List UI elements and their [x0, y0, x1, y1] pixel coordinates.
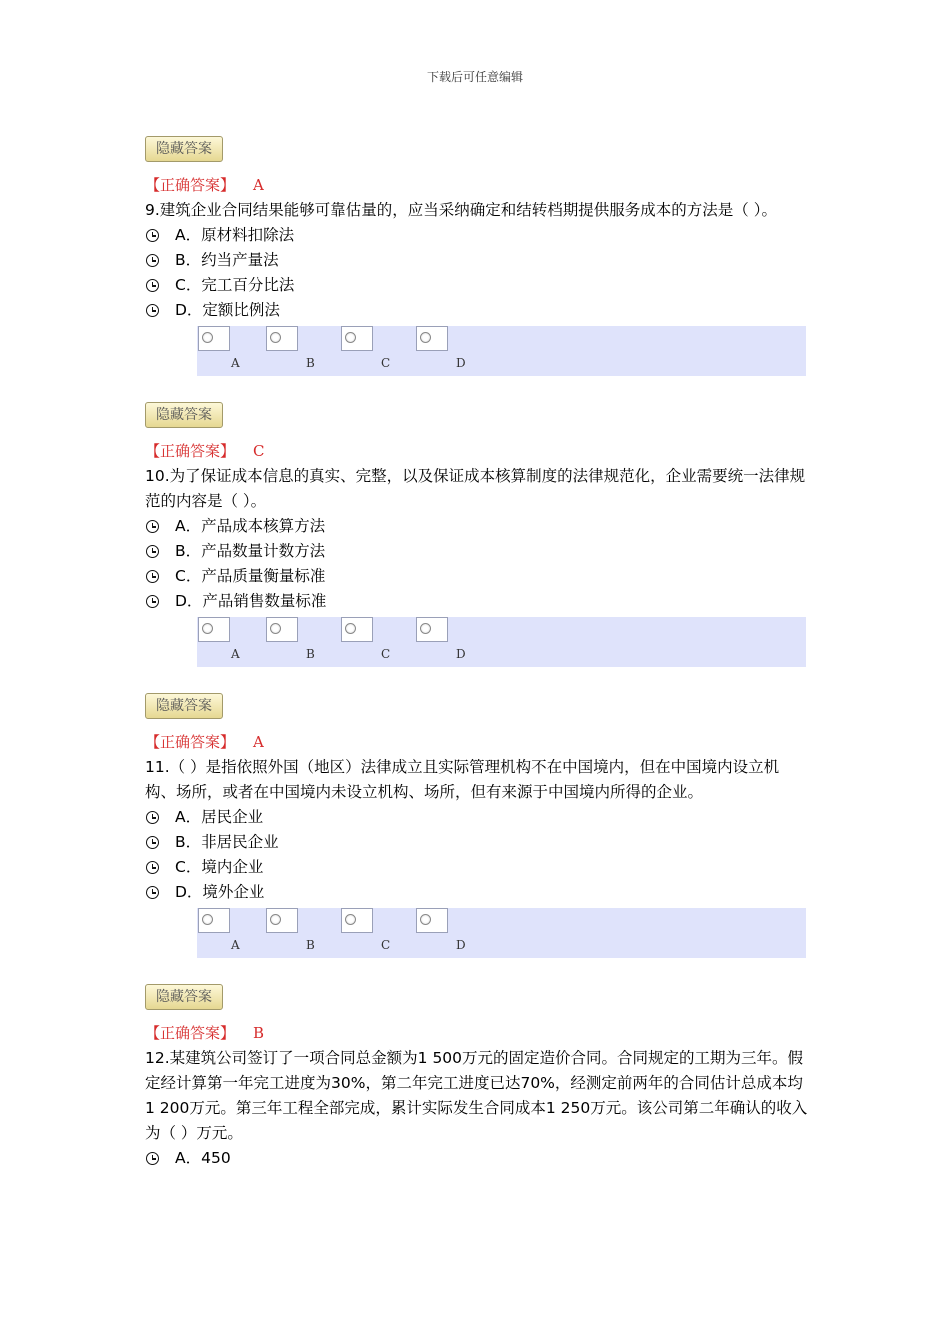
radio-dot-icon: [270, 332, 281, 343]
option-item: [145, 564, 810, 589]
clock-icon: [146, 861, 159, 874]
radio-choice-a[interactable]: [198, 908, 230, 933]
question-list: [145, 136, 810, 1171]
option-label: A．原材料扣除法: [175, 226, 295, 244]
choice-b: [266, 326, 315, 370]
choice-label: B: [306, 647, 315, 661]
choice-label: D: [456, 356, 466, 370]
radio-dot-icon: [345, 623, 356, 634]
option-item: [145, 223, 810, 248]
clock-icon: [146, 811, 159, 824]
radio-dot-icon: [270, 914, 281, 925]
radio-choice-a[interactable]: [198, 326, 230, 351]
radio-dot-icon: [345, 914, 356, 925]
radio-choice-d[interactable]: [416, 908, 448, 933]
choice-label: C: [381, 938, 391, 952]
correct-answer: [145, 174, 810, 196]
answer-value: B: [253, 1024, 265, 1042]
option-item: [145, 830, 810, 855]
clock-icon: [146, 595, 159, 608]
correct-answer: [145, 731, 810, 753]
radio-choice-b[interactable]: [266, 326, 298, 351]
question-block: [145, 693, 810, 958]
clock-icon: [146, 520, 159, 533]
radio-choice-d[interactable]: [416, 617, 448, 642]
question-block: [145, 136, 810, 376]
question-block: [145, 984, 810, 1171]
option-item: [145, 539, 810, 564]
radio-choice-c[interactable]: [341, 326, 373, 351]
hide-answer-button[interactable]: 隐藏答案: [145, 402, 223, 428]
option-label: A．产品成本核算方法: [175, 517, 326, 535]
option-item: [145, 248, 810, 273]
option-label: C．境内企业: [175, 858, 264, 876]
option-label: B．约当产量法: [175, 251, 279, 269]
clock-icon: [146, 570, 159, 583]
answer-choice-panel: [197, 617, 806, 667]
option-label: B．产品数量计数方法: [175, 542, 326, 560]
option-item: [145, 298, 810, 323]
choice-a: [198, 908, 240, 952]
hide-answer-button[interactable]: 隐藏答案: [145, 693, 223, 719]
choice-label: A: [231, 938, 240, 952]
option-item: [145, 855, 810, 880]
question-text: 12.某建筑公司签订了一项合同总金额为1 500万元的固定造价合同。合同规定的工期为三年。假定经计算第一年完工进度为30%，第二年完工进度已达70%，经测定前两年的合同估计总成本均1 200万元。第三年工程全部完成，累计实际发生合同成本1 250万元。该公司第二年确认的收入为（ ）万元。: [145, 1049, 808, 1142]
clock-icon: [146, 254, 159, 267]
choice-c: [341, 617, 391, 661]
option-item: [145, 1146, 810, 1171]
choice-label: C: [381, 356, 391, 370]
radio-dot-icon: [202, 332, 213, 343]
option-label: D．定额比例法: [175, 301, 280, 319]
choice-c: [341, 326, 391, 370]
option-item: [145, 514, 810, 539]
answer-prefix: 【正确答案】: [145, 442, 236, 460]
choice-label: D: [456, 938, 466, 952]
choice-d: [416, 617, 466, 661]
choice-a: [198, 326, 240, 370]
choice-b: [266, 908, 315, 952]
choice-label: A: [231, 647, 240, 661]
option-label: C．完工百分比法: [175, 276, 295, 294]
radio-dot-icon: [345, 332, 356, 343]
option-label: A．居民企业: [175, 808, 264, 826]
radio-dot-icon: [202, 914, 213, 925]
answer-value: A: [253, 733, 264, 751]
option-list: [145, 805, 810, 905]
answer-prefix: 【正确答案】: [145, 176, 236, 194]
radio-choice-c[interactable]: [341, 908, 373, 933]
answer-value: A: [253, 176, 264, 194]
option-list: [145, 1146, 810, 1171]
option-item: [145, 805, 810, 830]
question-text: 11.（ ）是指依照外国（地区）法律成立且实际管理机构不在中国境内，但在中国境内设立机构、场所，或者在中国境内未设立机构、场所，但有来源于中国境内所得的企业。: [145, 758, 780, 801]
radio-dot-icon: [420, 332, 431, 343]
answer-choice-panel: [197, 326, 806, 376]
clock-icon: [146, 836, 159, 849]
radio-choice-a[interactable]: [198, 617, 230, 642]
question-text: 9.建筑企业合同结果能够可靠估量的，应当采纳确定和结转档期提供服务成本的方法是（ ）。: [145, 201, 777, 219]
header-note: 下载后可任意编辑: [426, 70, 523, 84]
choice-label: B: [306, 938, 315, 952]
radio-choice-c[interactable]: [341, 617, 373, 642]
radio-dot-icon: [420, 914, 431, 925]
choice-c: [341, 908, 391, 952]
radio-dot-icon: [420, 623, 431, 634]
option-item: [145, 589, 810, 614]
answer-choice-panel: [197, 908, 806, 958]
clock-icon: [146, 545, 159, 558]
choice-d: [416, 908, 466, 952]
question-text: 10.为了保证成本信息的真实、完整，以及保证成本核算制度的法律规范化，企业需要统一法律规范的内容是（ ）。: [145, 467, 806, 510]
radio-choice-d[interactable]: [416, 326, 448, 351]
option-item: [145, 880, 810, 905]
choice-b: [266, 617, 315, 661]
option-label: D．产品销售数量标准: [175, 592, 327, 610]
answer-value: C: [253, 442, 265, 460]
choice-label: A: [231, 356, 240, 370]
clock-icon: [146, 886, 159, 899]
option-label: A．450: [175, 1149, 231, 1167]
option-label: D．境外企业: [175, 883, 265, 901]
choice-label: B: [306, 356, 315, 370]
radio-choice-b[interactable]: [266, 617, 298, 642]
clock-icon: [146, 229, 159, 242]
clock-icon: [146, 304, 159, 317]
choice-a: [198, 617, 240, 661]
hide-answer-button[interactable]: 隐藏答案: [145, 136, 223, 162]
radio-dot-icon: [270, 623, 281, 634]
correct-answer: [145, 440, 810, 462]
answer-prefix: 【正确答案】: [145, 733, 236, 751]
option-item: [145, 273, 810, 298]
radio-dot-icon: [202, 623, 213, 634]
option-list: [145, 223, 810, 323]
choice-label: D: [456, 647, 466, 661]
clock-icon: [146, 279, 159, 292]
question-block: [145, 402, 810, 667]
option-list: [145, 514, 810, 614]
hide-answer-button[interactable]: 隐藏答案: [145, 984, 223, 1010]
clock-icon: [146, 1152, 159, 1165]
radio-choice-b[interactable]: [266, 908, 298, 933]
option-label: B．非居民企业: [175, 833, 279, 851]
answer-prefix: 【正确答案】: [145, 1024, 236, 1042]
correct-answer: [145, 1022, 810, 1044]
option-label: C．产品质量衡量标准: [175, 567, 326, 585]
choice-d: [416, 326, 466, 370]
choice-label: C: [381, 647, 391, 661]
